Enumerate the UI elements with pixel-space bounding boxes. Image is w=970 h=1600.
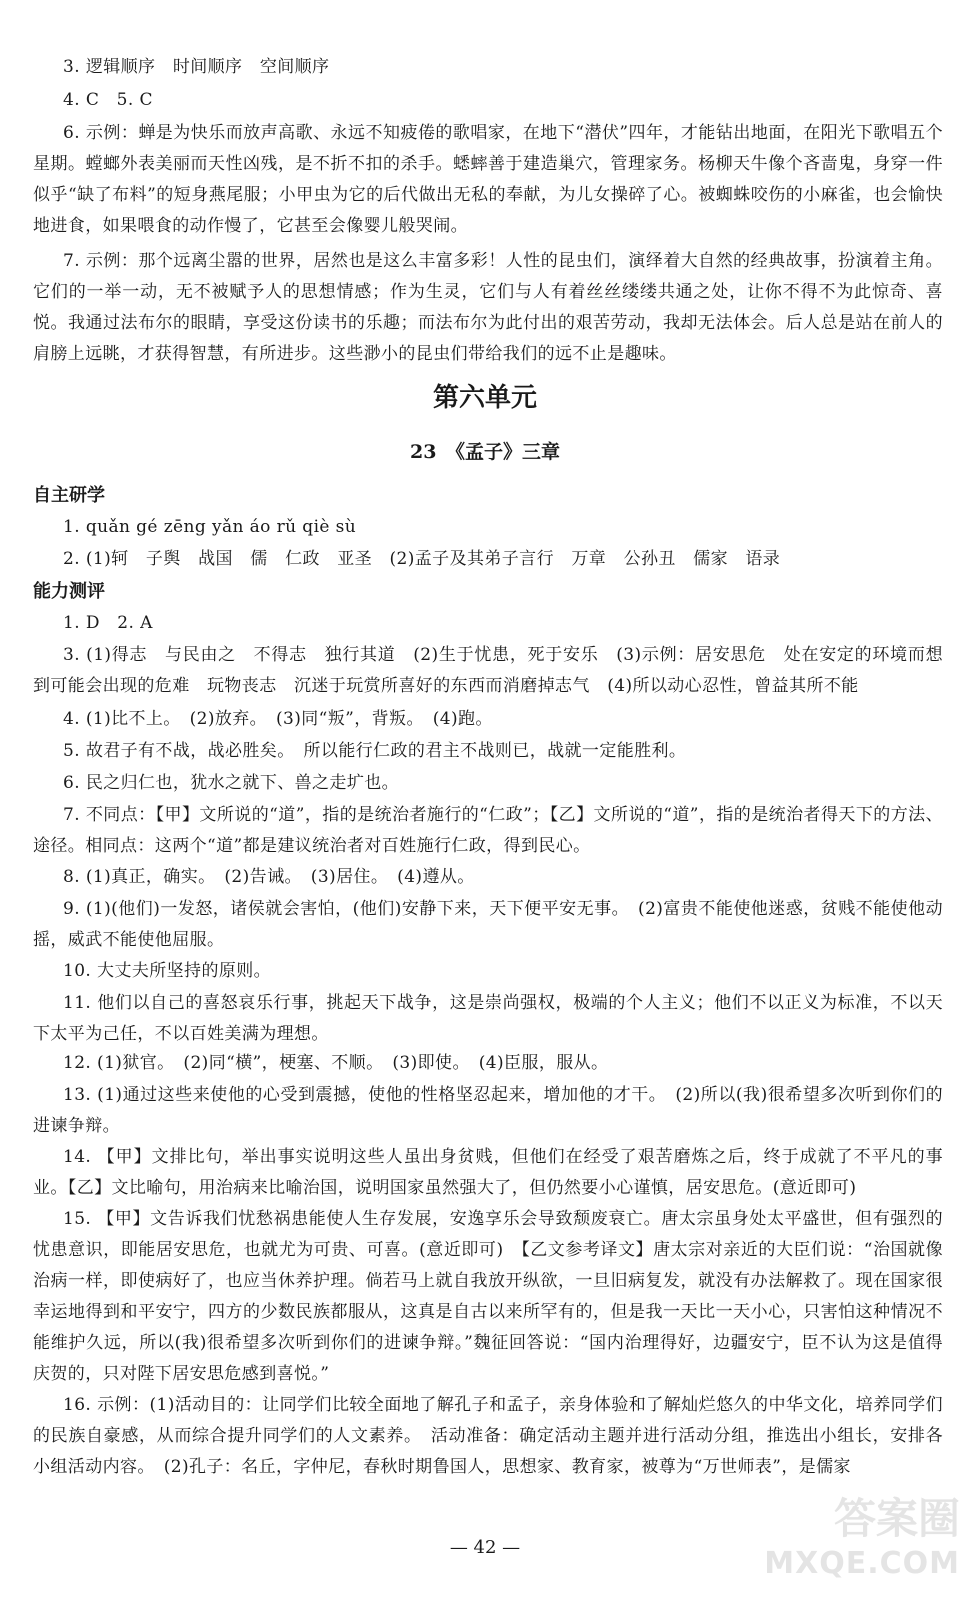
- answer-paragraph: 6. 示例：蝉是为快乐而放声高歌、永远不知疲倦的歌唱家，在地下“潜伏”四年，才能钻出地面，在阳光下歌唱五个星期。螳螂外表美丽而天性凶残，是不折不扣的杀手。蟋蟀善于建造巢穴，管理家务。杨柳天牛像个吝啬鬼，身穿一件似乎“缺了布料”的短身燕尾服；小甲虫为它的后代做出无私的奉献，为儿女操碎了心。被蜘蛛咬伤的小麻雀，也会愉快地进食，如果喂食的动作慢了，它甚至会像婴儿般哭闹。: [33, 123, 943, 236]
- answer-item: 3. (1)得志 与民由之 不得志 独行其道 (2)生于忧患，死于安乐 (3)示例：居安思危 处在安定的环境而想到可能会出现的危难 玩物丧志 沉迷于玩赏所喜好的东西而消磨掉志气 (4)所以动心忍性，曾益其所不能: [33, 645, 943, 696]
- answer-paragraph: 3. 逻辑顺序 时间顺序 空间顺序: [63, 57, 330, 77]
- unit-title: 第六单元: [432, 383, 537, 413]
- watermark-url: MXQE.COM: [764, 1546, 960, 1581]
- section-title-ability-test: 能力测评: [33, 581, 105, 602]
- answer-item: 16. 示例：(1)活动目的：让同学们比较全面地了解孔子和孟子，亲身体验和了解灿烂悠久的中华文化，培养同学们的民族自豪感，从而综合提升同学们的人文素养。 活动准备：确定活动主题并进行活动分组，推选出小组长，安排各小组活动内容。 (2)孔子：名丘，字仲尼，春秋时期鲁国人，思想家、教育家，被尊为“万世师表”，是儒家: [33, 1395, 943, 1477]
- answer-item: 10. 大丈夫所坚持的原则。: [63, 961, 272, 981]
- answer-item: 14. 【甲】文排比句，举出事实说明这些人虽出身贫贱，但他们在经受了艰苦磨炼之后，终于成就了不平凡的事业。【乙】文比喻句，用治病来比喻治国，说明国家虽然强大了，但仍然要小心谨慎，居安思危。(意近即可): [33, 1147, 943, 1198]
- answer-item: 1. D 2. A: [63, 613, 153, 633]
- answer-item: 15. 【甲】文告诉我们忧愁祸患能使人生存发展，安逸享乐会导致颓废衰亡。唐太宗虽身处太平盛世，但有强烈的忧患意识，即能居安思危，也就尤为可贵、可喜。(意近即可) 【乙文参考译文】唐太宗对亲近的大臣们说：“治国就像治病一样，即使病好了，也应当休养护理。倘若马上就自我放开纵欲，一旦旧病复发，就没有办法解救了。现在国家很幸运地得到和平安宁，四方的少数民族都服从，这真是自古以来所罕有的，但是我一天比一天小心，只害怕这种情况不能维护久远，所以(我)很希望多次听到你们的进谏争辩。”魏征回答说：“国内治理得好，边疆安宁，臣不认为这是值得庆贺的，只对陛下居安思危感到喜悦。”: [33, 1209, 943, 1384]
- watermark-text: 答案圈: [833, 1494, 960, 1543]
- answer-paragraph: 7. 示例：那个远离尘嚣的世界，居然也是这么丰富多彩！人性的昆虫们，演绎着大自然的经典故事，扮演着主角。它们的一举一动，无不被赋予人的思想情感；作为生灵，它们与人有着丝丝缕缕共通之处，让你不得不为此惊奇、喜悦。我通过法布尔的眼睛，享受这份读书的乐趣；而法布尔为此付出的艰苦劳动，我却无法体会。后人总是站在前人的肩膀上远眺，才获得智慧，有所进步。这些渺小的昆虫们带给我们的远不止是趣味。: [33, 251, 943, 364]
- answer-item: 6. 民之归仁也，犹水之就下、兽之走圹也。: [63, 773, 400, 793]
- lesson-title: 23 《孟子》三章: [410, 441, 560, 463]
- section-title-self-study: 自主研学: [33, 485, 105, 506]
- answer-paragraph: 4. C 5. C: [63, 90, 153, 110]
- page-number: — 42 —: [449, 1537, 521, 1558]
- watermark-logo: [760, 1494, 960, 1590]
- answer-item: 5. 故君子有不战，战必胜矣。 所以能行仁政的君主不战则已，战就一定能胜利。: [63, 741, 687, 761]
- answer-item: 12. (1)狱官。 (2)同“横”，梗塞、不顺。 (3)即使。 (4)臣服，服从。: [63, 1053, 609, 1073]
- answer-item: 9. (1)(他们)一发怒，诸侯就会害怕，(他们)安静下来，天下便平安无事。 (2)富贵不能使他迷惑，贫贱不能使他动摇，威武不能使他屈服。: [33, 899, 943, 950]
- answer-item: 11. 他们以自己的喜怒哀乐行事，挑起天下战争，这是崇尚强权，极端的个人主义；他们不以正义为标准，不以天下太平为己任，不以百姓美满为理想。: [33, 993, 943, 1044]
- answer-item: 7. 不同点：【甲】文所说的“道”，指的是统治者施行的“仁政”；【乙】文所说的“道”，指的是统治者得天下的方法、途径。相同点：这两个“道”都是建议统治者对百姓施行仁政，得到民心。: [33, 805, 943, 856]
- answer-item: 8. (1)真正，确实。 (2)告诫。 (3)居住。 (4)遵从。: [63, 867, 475, 887]
- answer-item: 2. (1)轲 子舆 战国 儒 仁政 亚圣 (2)孟子及其弟子言行 万章 公孙丑 儒家 语录: [63, 549, 781, 569]
- answer-item: 13. (1)通过这些来使他的心受到震撼，使他的性格坚忍起来，增加他的才干。 (2)所以(我)很希望多次听到你们的进谏争辩。: [33, 1085, 943, 1136]
- answer-item: 4. (1)比不上。 (2)放弃。 (3)同“叛”，背叛。 (4)跑。: [63, 709, 493, 729]
- answer-item: 1. quǎn gé zēng yǎn áo rǔ qiè sù: [63, 517, 357, 537]
